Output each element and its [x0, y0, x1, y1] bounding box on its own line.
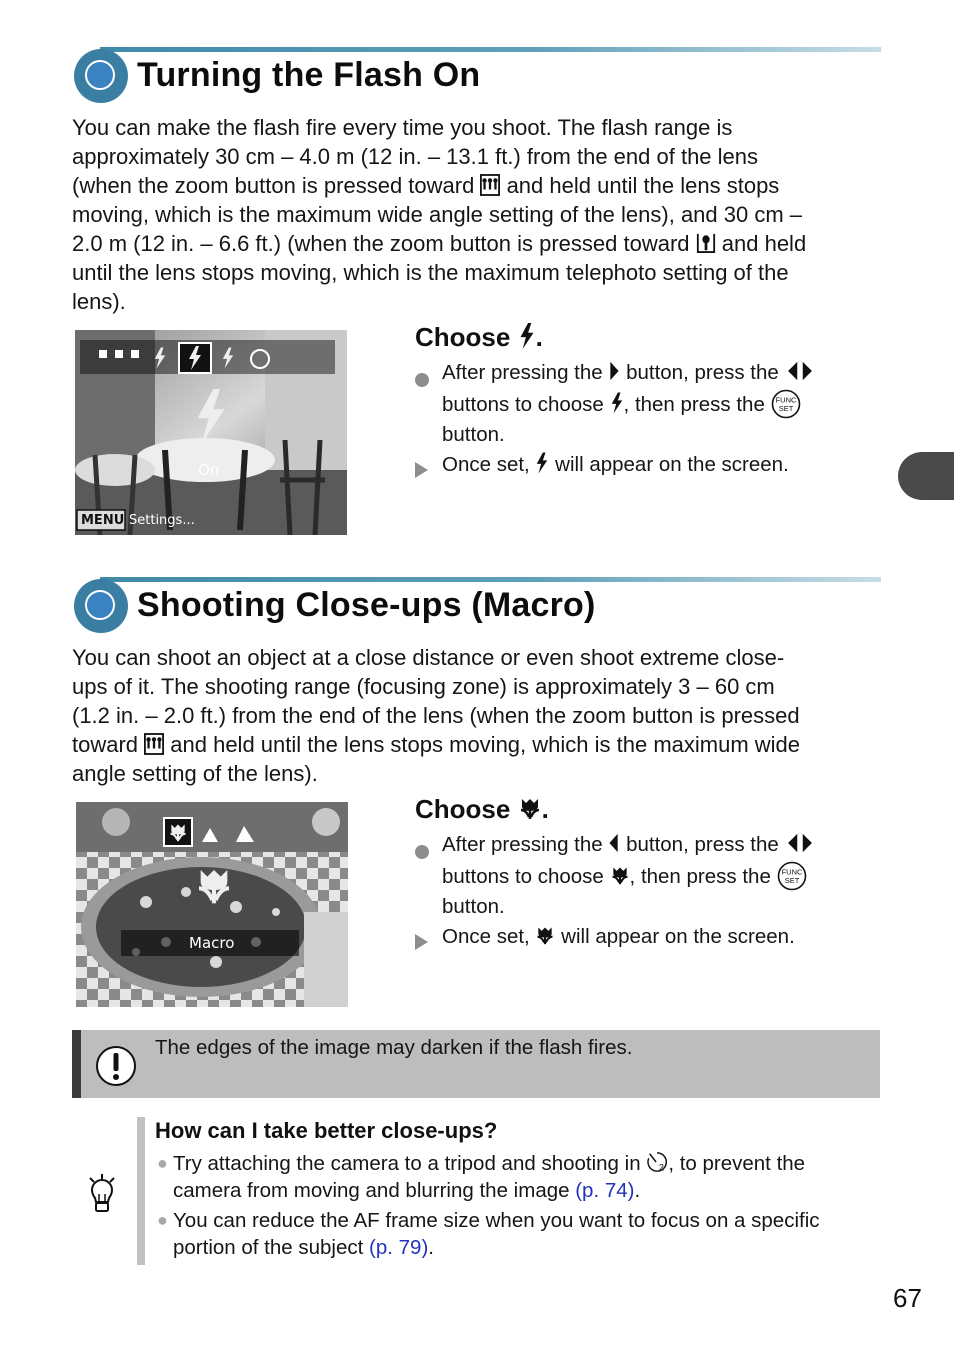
section2-header-rule — [100, 577, 881, 582]
body-line — [72, 171, 892, 200]
step1-text-e: button. — [442, 423, 505, 446]
body-line-text: and held — [715, 231, 807, 256]
page-74-link[interactable]: (p. 74) — [575, 1179, 635, 1202]
macro-icon — [610, 864, 630, 886]
tip-item1-text-a: Try attaching the camera to a tripod and shooting in — [173, 1152, 641, 1175]
func-set-button-icon — [771, 389, 801, 419]
tip-item1-text-b: , to prevent the — [668, 1152, 806, 1175]
flash-screen-settings-label: Settings... — [129, 513, 195, 528]
self-timer-2sec-icon — [646, 1151, 668, 1173]
choose-label: Choose — [415, 794, 511, 824]
section1-title: Turning the Flash On — [137, 56, 481, 94]
flash-screen-photo — [75, 330, 347, 535]
body-line — [72, 643, 892, 672]
left-right-buttons-icon — [785, 360, 815, 382]
lightbulb-icon — [86, 1172, 118, 1214]
section1-step1 — [415, 358, 855, 451]
body-line — [72, 701, 892, 730]
page-number: 67 — [893, 1283, 922, 1313]
wide-zoom-icon — [480, 174, 500, 196]
body-line — [72, 730, 892, 759]
caution-box — [72, 1030, 880, 1098]
flash-screen-mode-label: On — [198, 461, 220, 479]
tip-bar — [137, 1117, 145, 1265]
step2-text-a: Once set, — [442, 925, 530, 948]
section1-step2 — [415, 450, 855, 481]
step-bullet-icon — [415, 845, 429, 859]
tip-item1-text-c: camera from moving and blurring the image — [173, 1179, 570, 1202]
step1-text-b: button, press the — [626, 833, 779, 856]
flash-icon — [535, 452, 549, 474]
result-triangle-icon — [415, 462, 428, 478]
body-line — [72, 672, 892, 701]
body-line-text: approximately 30 cm – 4.0 m (12 in. – 13.1 ft.) from the end of the lens — [72, 144, 759, 169]
right-arrow-button-icon — [608, 360, 620, 382]
body-line-text: (1.2 in. – 2.0 ft.) from the end of the lens (when the zoom button is pressed — [72, 703, 800, 728]
caution-icon — [94, 1044, 138, 1088]
body-line-text: angle setting of the lens). — [72, 761, 318, 786]
body-line — [72, 258, 892, 287]
flash-icon — [610, 392, 624, 414]
section1-header-bullet-icon — [74, 49, 128, 103]
tip-item2-text-a: You can reduce the AF frame size when you want to focus on a specific — [173, 1209, 820, 1232]
tip-item-1 — [157, 1150, 883, 1204]
flash-icon — [518, 323, 536, 349]
step1-text-d: , then press the — [629, 864, 771, 888]
tip-title: How can I take better close-ups? — [155, 1118, 498, 1143]
body-line-text: toward — [72, 732, 145, 757]
wide-zoom-icon — [144, 733, 164, 755]
body-line-text: and held until the lens stops — [500, 173, 780, 198]
section1-body — [72, 113, 892, 316]
step1-text-c: buttons to choose — [442, 864, 604, 888]
step1-text-a: After pressing the — [442, 833, 603, 856]
tele-zoom-icon — [696, 232, 716, 254]
flash-screen-menu-label: MENU — [81, 513, 125, 528]
body-line-text: 2.0 m (12 in. – 6.6 ft.) (when the zoom button is pressed toward — [72, 231, 696, 256]
left-right-buttons-icon — [785, 832, 815, 854]
body-line — [72, 287, 892, 316]
section1-header-rule — [100, 47, 881, 52]
tip-bullet-icon: ● — [157, 1210, 168, 1230]
macro-icon — [518, 795, 542, 821]
section1-choose-heading: Choose . — [415, 322, 543, 352]
tip-item2-end: . — [428, 1236, 434, 1259]
step2-text-a: Once set, — [442, 453, 530, 476]
tip-bullet-icon: ● — [157, 1153, 168, 1173]
caution-text: The edges of the image may darken if the flash fires. — [155, 1036, 633, 1059]
tip-item2-text-b: portion of the subject — [173, 1236, 364, 1259]
macro-screen-photo — [76, 802, 348, 1007]
body-line — [72, 142, 892, 171]
section2-title: Shooting Close-ups (Macro) — [137, 586, 596, 624]
step1-text-a: After pressing the — [442, 361, 603, 384]
body-line — [72, 200, 892, 229]
body-line-text: (when the zoom button is pressed toward — [72, 173, 481, 198]
step2-text-b: will appear on the screen. — [555, 453, 789, 476]
body-line-text: You can make the flash fire every time you shoot. The flash range is — [72, 115, 733, 140]
step-bullet-icon — [415, 373, 429, 387]
body-line — [72, 759, 892, 788]
step2-text-b: will appear on the screen. — [561, 925, 795, 948]
page-79-link[interactable]: (p. 79) — [369, 1236, 429, 1259]
caution-bar — [72, 1030, 81, 1098]
body-line-text: until the lens stops moving, which is the maximum telephoto setting of the — [72, 260, 789, 285]
result-triangle-icon — [415, 934, 428, 950]
step1-text-d: , then press the — [623, 392, 765, 416]
section2-header-bullet-icon — [74, 579, 128, 633]
tip-item1-end: . — [634, 1179, 641, 1202]
macro-screen-mode-label: Macro — [189, 934, 235, 952]
body-line-text: lens). — [72, 289, 126, 314]
section2-step1 — [415, 830, 855, 923]
step1-text-e: button. — [442, 895, 505, 918]
body-line — [72, 229, 892, 258]
body-line-text: and held until the lens stops moving, which is the maximum wide — [164, 732, 801, 757]
choose-label: Choose — [415, 322, 511, 352]
macro-icon — [535, 924, 555, 946]
step1-text-b: button, press the — [626, 361, 779, 384]
section2-body — [72, 643, 892, 788]
func-set-button-icon — [777, 861, 807, 891]
body-line-text: ups of it. The shooting range (focusing zone) is approximately 3 – 60 cm — [72, 674, 775, 699]
left-arrow-button-icon — [608, 832, 620, 854]
body-line-text: You can shoot an object at a close distance or even shoot extreme close- — [72, 645, 785, 670]
chapter-side-tab — [898, 452, 954, 500]
tip-item-2 — [157, 1207, 883, 1261]
body-line-text: moving, which is the maximum wide angle setting of the lens), and 30 cm – — [72, 202, 803, 227]
body-line — [72, 113, 892, 142]
section2-step2 — [415, 922, 855, 953]
section2-choose-heading: Choose . — [415, 794, 549, 824]
step1-text-c: buttons to choose — [442, 392, 604, 416]
